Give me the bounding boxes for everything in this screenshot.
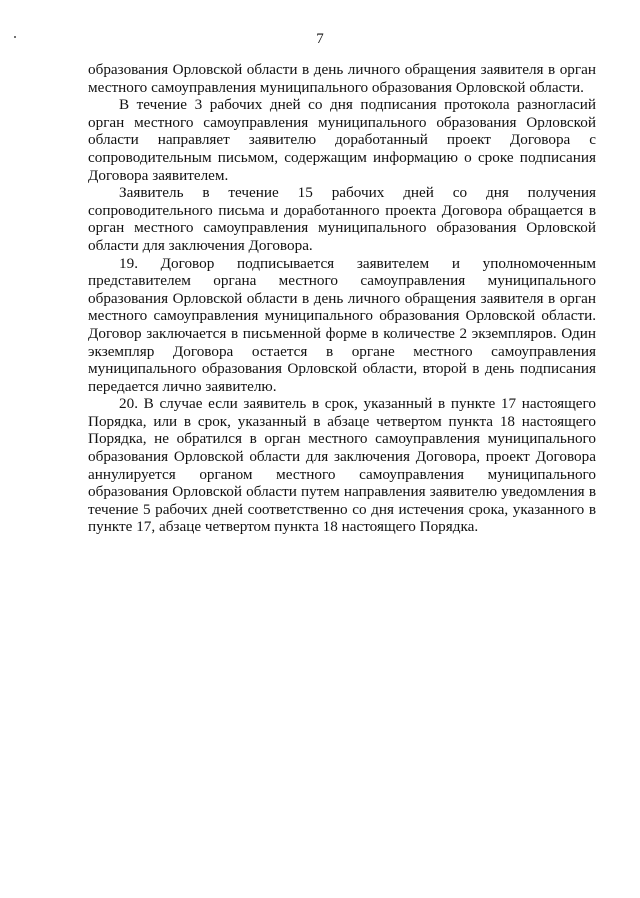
- paragraph-revised-draft: В течение 3 рабочих дней со дня подписания протокола разногласий орган местного самоуправления муниципального образования Орловской области направляет заявителю доработанный проект Договора с сопроводительным письмом, содержащим информацию о сроке подписания Договора заявителем.: [88, 96, 596, 184]
- paragraph-item-19: 19. Договор подписывается заявителем и уполномоченным представителем органа местного самоуправления муниципального образования Орловской области в день личного обращения заявителя в орган местного самоуправления муниципального образования Орловской области. Договор заключается в письменной форме в количестве 2 экземпляров. Один экземпляр Договора остается в органе местного самоуправления муниципального образования Орловской области, второй в день подписания передается лично заявителю.: [88, 254, 596, 395]
- paragraph-item-20: 20. В случае если заявитель в срок, указанный в пункте 17 настоящего Порядка, или в срок, указанный в абзаце четвертом пункта 18 настоящего Порядка, не обратился в орган местного самоуправления муниципального образования Орловской области для заключения Договора, проект Договора аннулируется органом местного самоуправления муниципального образования Орловской области путем направления заявителю уведомления в течение 5 рабочих дней соответственно со дня истечения срока, указанного в пункте 17, абзаце четвертом пункта 18 настоящего Порядка.: [88, 395, 596, 536]
- paragraph-applicant-deadline: Заявитель в течение 15 рабочих дней со дня получения сопроводительного письма и доработанного проекта Договора обращается в орган местного самоуправления муниципального образования Орловской области для заключения Договора.: [88, 184, 596, 254]
- document-body: [88, 61, 596, 536]
- page-number: 7: [316, 31, 324, 47]
- paragraph-continuation: образования Орловской области в день личного обращения заявителя в орган местного самоуправления муниципального образования Орловской области.: [88, 61, 596, 96]
